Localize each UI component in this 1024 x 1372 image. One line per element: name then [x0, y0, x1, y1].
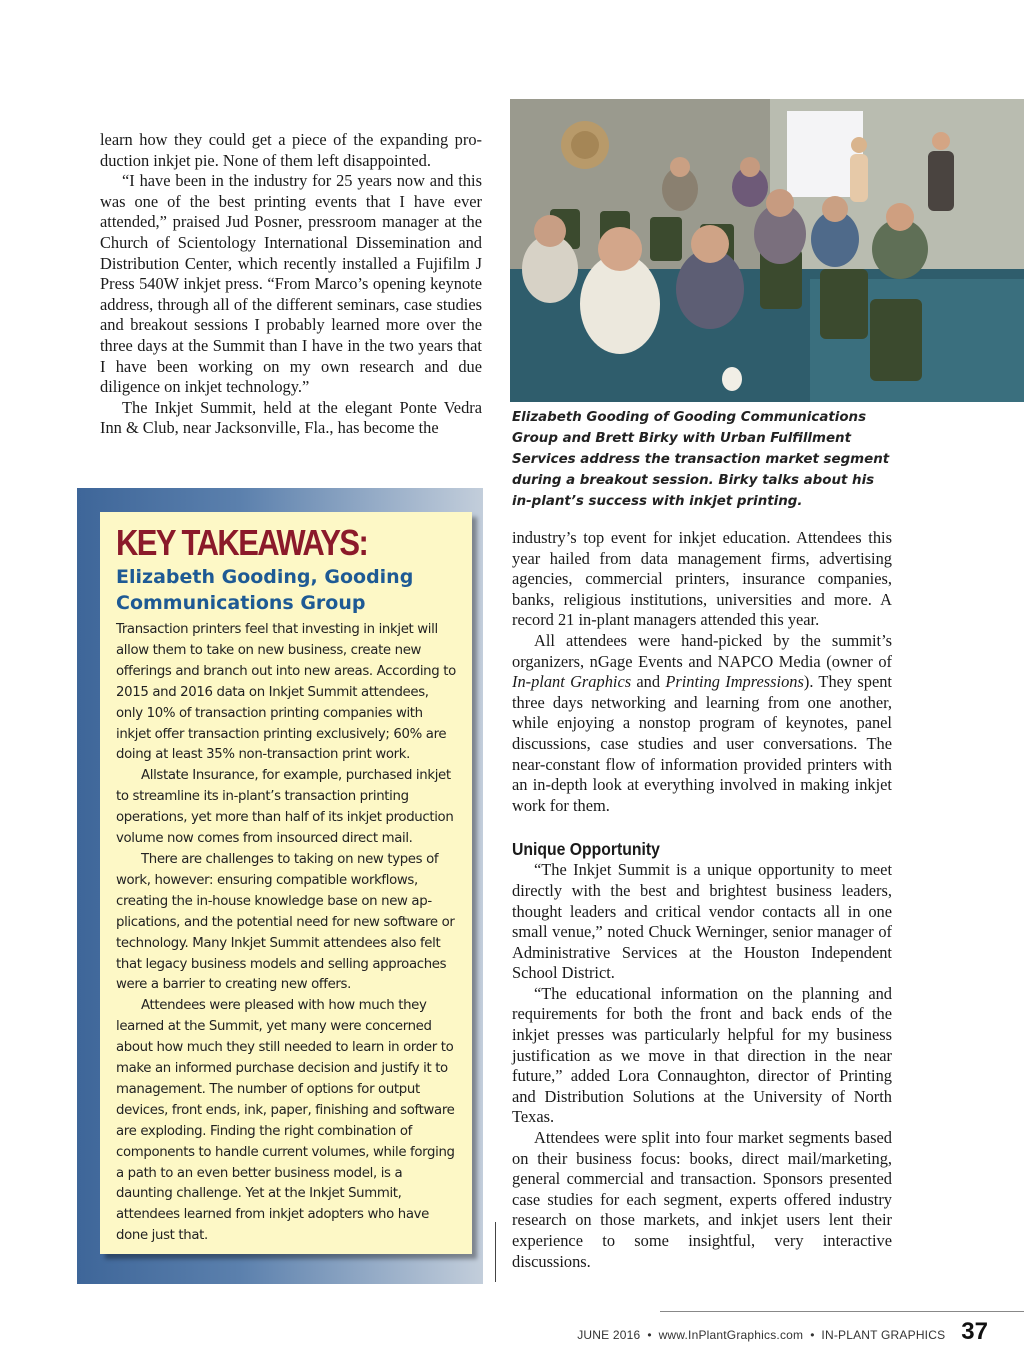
right-column — [512, 528, 892, 1272]
publication-name: In-plant Graphics — [512, 672, 632, 692]
footer-date: JUNE 2016 — [577, 1328, 641, 1342]
text-run: and — [631, 672, 666, 692]
footer-url[interactable]: www.InPlantGraphics.com — [658, 1328, 804, 1342]
takeaways-title: KEY TAKEAWAYS: — [116, 522, 368, 563]
article-paragraph: learn how they could get a piece of the expanding production inkjet pie. None of them left disappointed. — [100, 130, 482, 170]
key-takeaways-box — [100, 512, 472, 1254]
page-footer — [577, 1318, 988, 1346]
footer-separator: • — [810, 1328, 815, 1342]
article-paragraph — [512, 631, 892, 816]
takeaways-paragraph: There are challenges to taking on new types of work, however: ensuring compatible workflows, creating the in-house knowledge base on new applications, and the potential need for new software or technology. Many Inkjet Summit attendees also felt that legacy business models and selling approaches were a barrier to creating new offers. — [116, 851, 455, 993]
article-paragraph: “The educational information on the planning and requirements for both the front and back ends of the inkjet presses was particularly helpful for my business justification as we move in that direction in the near future,” added Lora Connaughton, director of Printing and Distribution Solutions at the University of North Texas. — [512, 983, 892, 1127]
footer-separator: • — [647, 1328, 652, 1342]
article-paragraph: The Inkjet Summit, held at the elegant Ponte Vedra Inn & Club, near Jacksonville, Fla., has become the — [100, 397, 482, 438]
photo-caption: Elizabeth Gooding of Gooding Communications Group and Brett Birky with Urban Fulfillment Services address the transaction market segment during a breakout session. Birky talks about his in-plant’s success with inkjet printing. — [512, 410, 890, 509]
column-divider — [495, 1222, 496, 1282]
article-paragraph: industry’s top event for inkjet education. Attendees this year hailed from data management firms, advertising agencies, commercial printers, insurance companies, banks, religious institutions, universities and more. A record 21 in-plant managers attended this year. — [512, 528, 892, 630]
photo-icon — [510, 99, 1024, 402]
text-run: ). They spent three days networking and learning from one another, while enjoying a nonstop program of keynotes, panel discussions, case studies and user conversations. The near-constant flow of information provided printers with an in-depth look at everything involved in making inkjet work for them. — [512, 672, 892, 815]
publication-name: Printing Impressions — [665, 672, 804, 692]
event-photo — [510, 99, 1024, 402]
section-subhead: Unique Opportunity — [512, 839, 660, 860]
article-paragraph: “I have been in the industry for 25 years now and this was one of the best printing events that I have ever attended,” praised Jud Posner, pressroom manager at the Church of Scientology International Dissemination and Distribution Center, which recently installed a Fujifilm J Press 540W inkjet press. “From Marco’s opening keynote address, through all of the different seminars, case studies and breakout sessions I probably learned more over the three days at the Summit than I have in the two years that I have been working on my own research and due diligence on inkjet technology.” — [100, 171, 482, 397]
page-number: 37 — [961, 1318, 988, 1345]
takeaways-paragraph: Transaction printers feel that investing in inkjet will allow them to take on new business, create new offerings and branch out into new areas. According to 2015 and 2016 data on Inkjet Summit attendees, only 10% of transaction printing companies with inkjet offer transaction printing exclusively; 60% are doing at least 35% non-transaction print work. — [116, 622, 456, 763]
article-paragraph: “The Inkjet Summit is a unique opportunity to meet directly with the best and brightest business leaders, thought leaders and critical vendor contacts all in one small venue,” noted Chuck Werninger, senior manager of Administrative Services at the Houston Independent School District. — [512, 860, 892, 983]
footer-magazine: IN-PLANT GRAPHICS — [821, 1328, 946, 1342]
takeaways-paragraph: Attendees were pleased with how much they learned at the Summit, yet many were concerned about how much they still needed to learn in order to make an informed purchase decision and justify it to management. The number of options for output devices, front ends, ink, paper, finishing and software are exploding. Finding the right combination of components to handle current volumes, while forging a path to an even better business model, is a daunting challenge. Yet at the Inkjet Summit, attendees learned from inkjet adopters who have done just that. — [116, 998, 455, 1244]
takeaways-subtitle: Elizabeth Gooding, Gooding Communications Group — [116, 566, 414, 614]
article-paragraph: Attendees were split into four market segments based on their business focus: books, direct mail/marketing, general commercial and transaction. Sponsors presented case studies for each segment, experts offered industry research on those markets, and inkjet users lent their experience to some insightful, very interactive discussions. — [512, 1128, 892, 1271]
left-column — [100, 130, 482, 439]
takeaways-paragraph: Allstate Insurance, for example, purchased inkjet to streamline its in-plant’s transaction printing operations, yet more than half of its inkjet production volume now comes from insourced direct mail. — [116, 768, 454, 847]
footer-rule — [660, 1311, 1024, 1312]
text-run: All attendees were hand-picked by the summit’s organizers, nGage Events and NAPCO Media (owner of — [512, 630, 892, 671]
